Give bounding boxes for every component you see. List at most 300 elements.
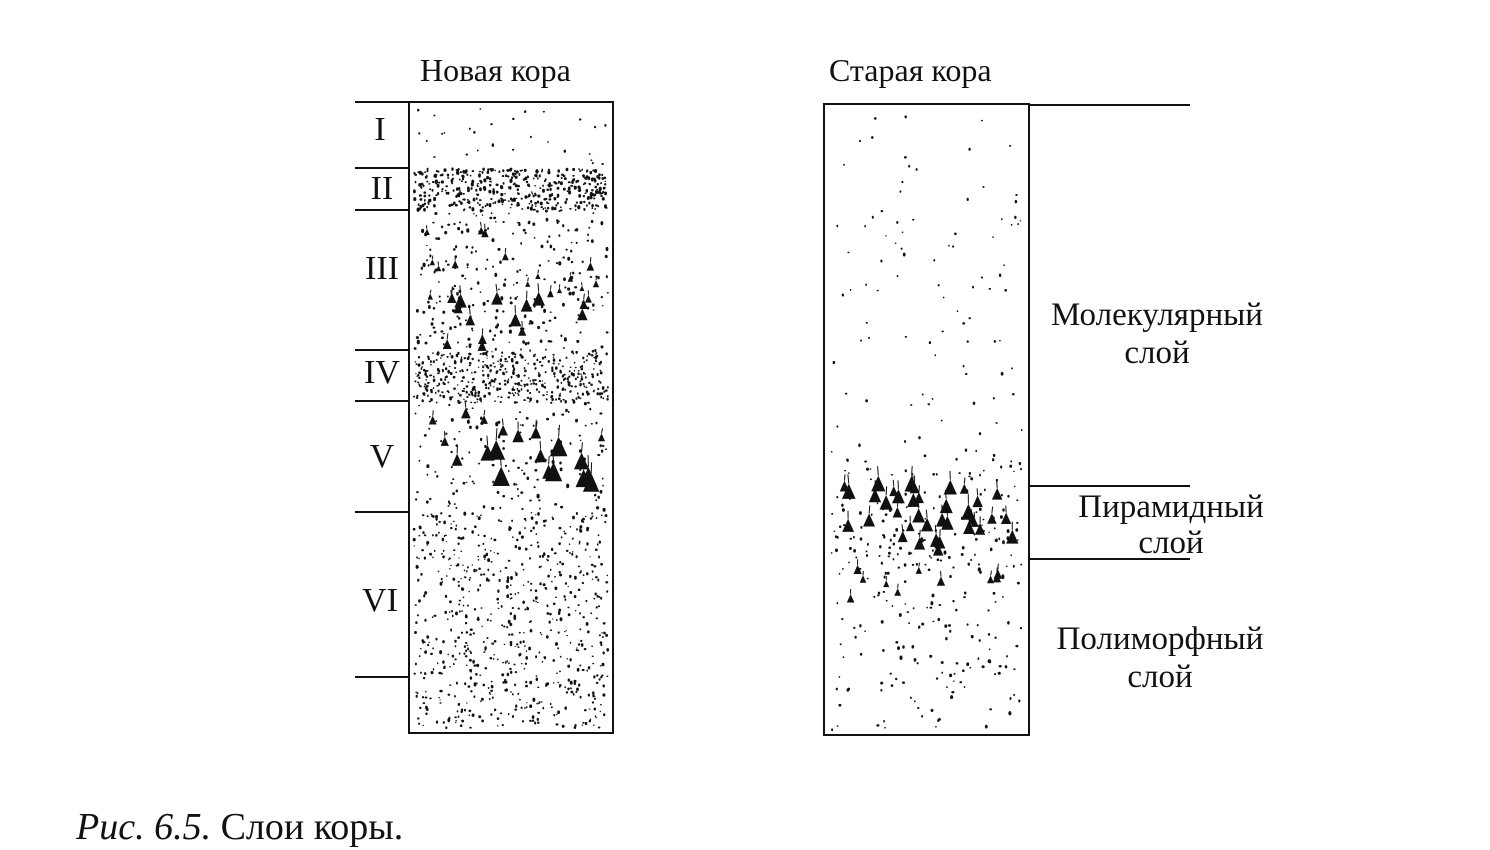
cell-dot (549, 194, 552, 198)
cell-dot (1021, 429, 1023, 431)
cell-dot (454, 658, 456, 660)
cell-dot (421, 363, 423, 365)
cell-dot (422, 696, 424, 698)
pyramidal-cell (557, 288, 562, 294)
cell-dot (525, 520, 526, 521)
cell-dot (464, 709, 466, 712)
cell-dot (859, 511, 862, 515)
cell-dot (860, 537, 863, 540)
cell-dot (524, 314, 527, 318)
cell-dot (570, 691, 573, 694)
cell-dot (569, 658, 571, 661)
cell-dot (452, 578, 455, 581)
cell-dot (943, 297, 945, 299)
cell-dot (467, 338, 470, 341)
cell-dot (534, 209, 536, 211)
cell-dot (506, 361, 508, 363)
neocortex-layer-label: II (370, 170, 394, 207)
cell-dot (461, 369, 463, 371)
cell-dot (855, 557, 857, 559)
cell-dot (835, 549, 838, 553)
cell-dot (956, 662, 959, 664)
cell-dot (536, 703, 538, 705)
cell-dot (576, 649, 578, 651)
pyramidal-cell (992, 488, 1003, 500)
dendrite (869, 506, 870, 514)
cell-dot (469, 579, 471, 581)
cell-dot (556, 672, 558, 674)
cell-dot (929, 341, 931, 344)
cell-dot (575, 181, 577, 184)
cell-dot (939, 604, 942, 606)
cell-dot (532, 715, 535, 719)
cell-dot (443, 333, 445, 335)
archicortex-layer-label-pyramidal (1062, 489, 1280, 561)
cell-dot (572, 551, 574, 552)
cell-dot (509, 179, 512, 183)
cell-dot (424, 383, 426, 385)
cell-dot (522, 720, 524, 722)
cell-dot (1013, 471, 1015, 472)
cell-dot (493, 658, 495, 660)
cell-dot (584, 709, 587, 711)
cell-dot (529, 621, 530, 623)
cell-dot (490, 538, 492, 540)
cell-dot (557, 710, 560, 714)
cell-dot (459, 370, 461, 372)
cell-dot (500, 396, 502, 398)
cell-dot (552, 518, 554, 520)
cell-dot (528, 647, 531, 651)
cell-dot (883, 720, 885, 723)
cell-dot (429, 254, 431, 257)
cell-dot (473, 483, 475, 485)
cell-dot (438, 281, 440, 283)
cell-dot (418, 567, 419, 568)
cell-dot (490, 713, 492, 716)
cell-dot (591, 207, 593, 209)
cell-dot (521, 707, 523, 709)
cell-dot (472, 304, 474, 306)
cell-dot (1020, 468, 1022, 470)
cell-dot (949, 674, 952, 678)
cell-dot (536, 359, 538, 362)
cell-dot (560, 400, 562, 403)
cell-dot (945, 637, 947, 640)
cell-dot (1015, 194, 1017, 196)
cell-dot (520, 348, 522, 350)
cell-dot (602, 445, 604, 447)
cell-dot (586, 527, 589, 530)
cell-dot (448, 213, 450, 215)
cell-dot (842, 508, 845, 512)
cell-dot (489, 184, 492, 187)
cell-dot (576, 528, 578, 531)
cell-dot (420, 648, 422, 649)
cell-dot (553, 682, 555, 683)
pyramidal-cell (531, 427, 542, 439)
cell-dot (419, 194, 422, 197)
figure-caption-text: Слои коры. (220, 806, 404, 848)
cell-dot (460, 550, 462, 552)
cell-dot (553, 248, 555, 251)
cell-dot (924, 491, 926, 493)
cell-dot (582, 357, 584, 360)
cell-dot (486, 203, 488, 206)
cell-dot (601, 296, 603, 298)
cell-dot (476, 569, 478, 572)
cell-dot (414, 174, 417, 176)
cell-dot (583, 521, 585, 523)
cell-dot (500, 198, 503, 200)
cell-dot (433, 360, 435, 363)
cell-dot (539, 187, 541, 189)
cell-dot (536, 210, 538, 212)
cell-dot (416, 363, 418, 365)
cell-dot (864, 630, 866, 632)
cell-dot (550, 184, 552, 186)
cell-dot (427, 301, 430, 304)
cell-dot (905, 493, 907, 496)
cell-dot (466, 246, 469, 249)
cell-dot (532, 720, 535, 722)
cell-dot (507, 576, 510, 580)
cell-dot (427, 168, 429, 171)
cell-dot (953, 680, 955, 681)
cell-dot (561, 563, 564, 566)
cell-dot (450, 629, 452, 630)
neocortex-boundary-4-5 (355, 400, 410, 402)
cell-dot (531, 681, 532, 682)
cell-dot (546, 398, 548, 400)
cell-dot (474, 371, 477, 373)
cell-dot (430, 361, 432, 363)
cell-dot (473, 213, 475, 214)
cell-dot (952, 245, 954, 247)
cell-dot (1011, 367, 1013, 369)
cell-dot (514, 356, 516, 359)
cell-dot (989, 708, 992, 710)
cell-dot (582, 393, 584, 396)
cell-dot (983, 470, 985, 472)
cell-dot (469, 426, 472, 429)
cell-dot (458, 703, 460, 706)
cell-dot (416, 309, 419, 313)
cell-dot (471, 327, 473, 329)
cell-dot (874, 486, 876, 488)
cell-dot (491, 351, 492, 352)
cell-dot (574, 362, 576, 364)
cell-dot (962, 669, 965, 672)
cell-dot (422, 399, 424, 402)
cell-dot (602, 636, 604, 638)
cell-dot (533, 195, 535, 198)
cell-dot (520, 641, 522, 644)
cell-dot (534, 722, 536, 725)
cell-dot (437, 170, 439, 172)
cell-dot (525, 342, 528, 345)
cell-dot (497, 553, 499, 555)
cell-dot (500, 570, 502, 572)
cell-dot (453, 223, 456, 225)
cell-dot (1011, 224, 1013, 226)
cell-dot (979, 508, 982, 511)
cell-dot (502, 495, 505, 498)
cell-dot (435, 392, 437, 394)
cell-dot (535, 354, 536, 355)
cell-dot (891, 474, 893, 476)
dendrite (583, 459, 584, 470)
cell-dot (959, 681, 962, 683)
cell-dot (992, 516, 995, 520)
cell-dot (564, 377, 566, 379)
cell-dot (838, 704, 841, 707)
cell-dot (538, 391, 540, 393)
cell-dot (484, 549, 486, 551)
cell-dot (468, 353, 470, 355)
cell-dot (994, 340, 997, 343)
cell-dot (476, 683, 478, 685)
cell-dot (872, 216, 874, 219)
cell-dot (918, 533, 920, 535)
cell-dot (560, 617, 563, 621)
cell-dot (521, 385, 522, 386)
cell-dot (487, 569, 489, 572)
cell-dot (569, 292, 572, 296)
cell-dot (435, 534, 437, 537)
cell-dot (567, 190, 569, 192)
cell-dot (970, 559, 972, 561)
cell-dot (542, 321, 545, 324)
cell-dot (600, 361, 602, 364)
cell-dot (462, 482, 465, 485)
dendrite (496, 284, 497, 292)
cell-dot (569, 575, 571, 578)
cell-dot (451, 523, 452, 524)
cell-dot (553, 358, 556, 362)
cell-dot (901, 181, 903, 183)
cell-dot (513, 664, 515, 666)
cell-dot (595, 422, 597, 425)
cell-dot (415, 621, 417, 624)
cell-dot (993, 397, 995, 399)
cell-dot (435, 237, 438, 240)
cell-dot (508, 560, 511, 562)
cell-dot (447, 370, 450, 374)
cell-dot (482, 353, 484, 355)
cell-dot (435, 638, 437, 641)
cell-dot (424, 594, 426, 596)
cell-dot (447, 296, 449, 298)
cell-dot (842, 568, 844, 570)
cell-dot (562, 224, 564, 227)
cell-dot (425, 696, 428, 698)
cell-dot (566, 168, 569, 171)
cell-dot (457, 710, 459, 712)
cell-dot (426, 206, 428, 209)
dendrite (845, 474, 846, 481)
archicortex-layer-label-molecular (1034, 296, 1280, 372)
cell-dot (596, 717, 598, 718)
cell-dot (578, 643, 580, 645)
cell-dot (575, 397, 577, 399)
cell-dot (461, 610, 463, 612)
cell-dot (586, 355, 587, 357)
cell-dot (477, 194, 480, 196)
cell-dot (545, 330, 547, 332)
cell-dot (563, 399, 565, 401)
cell-dot (549, 621, 551, 624)
cell-dot (566, 484, 569, 489)
cell-dot (429, 335, 432, 337)
cell-dot (582, 724, 583, 725)
cell-dot (516, 539, 518, 542)
cell-dot (514, 353, 516, 355)
cell-dot (502, 447, 505, 450)
cell-dot (439, 699, 440, 700)
cell-dot (503, 182, 505, 185)
cell-dot (512, 233, 514, 235)
cell-dot (561, 414, 564, 416)
cell-dot (496, 309, 499, 312)
cell-dot (522, 601, 525, 604)
cell-dot (524, 110, 526, 113)
cell-dot (938, 284, 940, 286)
cell-dot (489, 381, 491, 384)
cell-dot (567, 607, 569, 609)
cell-dot (559, 574, 562, 577)
cell-dot (589, 183, 591, 185)
neocortex-layer-label: IV (364, 354, 400, 391)
cell-dot (934, 544, 937, 548)
cell-dot (937, 558, 940, 561)
cell-dot (434, 271, 436, 274)
cell-dot (463, 597, 465, 599)
cell-dot (467, 420, 470, 424)
cell-dot (539, 508, 541, 510)
cell-dot (551, 581, 553, 582)
cell-dot (448, 717, 450, 720)
cell-dot (582, 616, 584, 618)
cell-dot (502, 169, 504, 172)
cell-dot (516, 375, 518, 377)
cell-dot (510, 612, 512, 615)
cell-dot (487, 300, 490, 302)
cell-dot (577, 205, 580, 209)
cell-dot (510, 527, 512, 529)
cell-dot (524, 518, 527, 520)
cell-dot (422, 531, 424, 534)
cell-dot (568, 181, 571, 183)
cell-dot (849, 497, 851, 500)
cell-dot (600, 597, 602, 600)
cell-dot (599, 634, 601, 636)
cell-dot (585, 600, 587, 603)
cell-dot (455, 528, 457, 531)
pyramidal-cell (574, 453, 589, 470)
cell-dot (430, 554, 432, 556)
cell-dot (990, 548, 993, 552)
cell-dot (490, 550, 492, 552)
cell-dot (536, 675, 538, 677)
cell-dot (450, 565, 452, 566)
cell-dot (451, 355, 454, 359)
cell-dot (575, 209, 577, 211)
cell-dot (598, 556, 600, 559)
cell-dot (418, 723, 420, 725)
cell-dot (465, 223, 467, 226)
cell-dot (525, 681, 527, 684)
cell-dot (587, 233, 589, 236)
cell-dot (479, 674, 481, 676)
cell-dot (508, 356, 510, 358)
cell-dot (494, 334, 496, 337)
cell-dot (462, 564, 464, 565)
cell-dot (451, 418, 454, 422)
cell-dot (994, 527, 996, 529)
cell-dot (576, 512, 578, 515)
cell-dot (418, 132, 420, 134)
cell-dot (479, 584, 481, 587)
cell-dot (541, 634, 542, 635)
cell-dot (442, 538, 444, 542)
cell-dot (583, 383, 585, 385)
pyramidal-cell (912, 508, 925, 522)
cell-dot (505, 567, 508, 569)
cell-dot (525, 177, 528, 181)
cell-dot (606, 398, 608, 401)
cell-dot (426, 181, 428, 183)
cell-dot (517, 592, 519, 594)
cell-dot (497, 717, 500, 720)
cell-dot (542, 185, 544, 187)
cell-dot (908, 552, 911, 555)
cell-dot (543, 583, 546, 586)
cell-dot (474, 394, 476, 397)
cell-dot (562, 725, 565, 728)
cell-dot (488, 378, 489, 379)
cell-dot (454, 554, 455, 555)
cell-dot (988, 633, 990, 636)
cell-dot (580, 373, 582, 375)
cell-dot (458, 317, 460, 320)
cell-dot (571, 372, 574, 376)
cell-dot (965, 373, 968, 375)
cell-dot (888, 547, 891, 549)
cell-dot (514, 616, 516, 620)
cell-dot (455, 372, 457, 374)
cell-dot (480, 291, 482, 293)
cell-dot (458, 200, 460, 202)
cell-dot (554, 317, 557, 320)
cell-dot (490, 690, 493, 692)
cell-dot (895, 641, 898, 644)
cell-dot (1002, 508, 1005, 511)
cell-dot (602, 663, 605, 666)
cell-dot (505, 174, 508, 177)
cell-dot (526, 275, 528, 277)
cell-dot (467, 267, 469, 269)
cell-dot (428, 428, 430, 430)
cell-dot (574, 204, 576, 207)
cell-dot (891, 684, 894, 687)
cell-dot (871, 514, 873, 516)
cell-dot (544, 382, 545, 383)
cell-dot (423, 369, 426, 372)
cell-dot (969, 472, 971, 475)
cell-dot (431, 671, 434, 674)
cell-dot (601, 515, 603, 517)
